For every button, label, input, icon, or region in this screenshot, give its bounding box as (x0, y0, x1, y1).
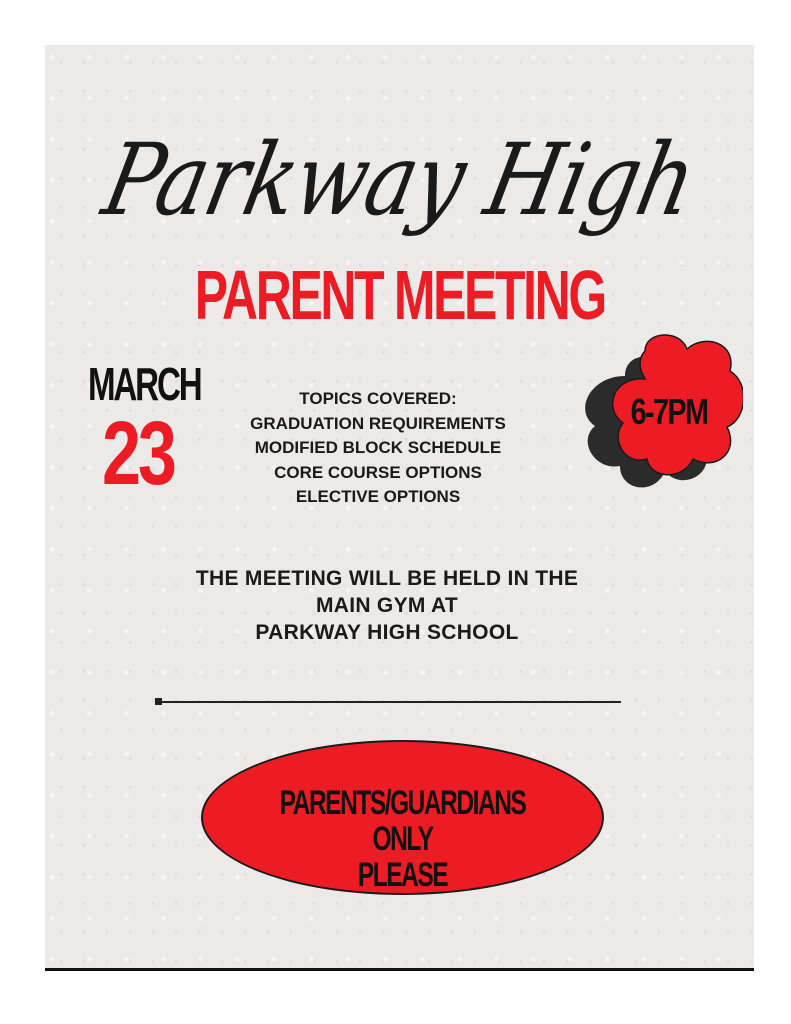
topic-item: CORE COURSE OPTIONS (274, 462, 482, 482)
school-name-script: Parkway High (94, 122, 705, 238)
topics-list (217, 387, 539, 510)
event-headline: PARENT MEETING (194, 256, 605, 334)
divider-line (159, 701, 621, 703)
location-line: PARKWAY HIGH SCHOOL (255, 621, 519, 644)
location-line: THE MEETING WILL BE HELD IN THE (195, 567, 579, 590)
bottom-rule (45, 968, 754, 971)
event-time: 6-7PM (630, 391, 708, 432)
location-text (87, 565, 687, 646)
topic-item: ELECTIVE OPTIONS (295, 487, 461, 506)
event-month: MARCH (88, 358, 201, 410)
notice-line: PARENTS/GUARDIANS ONLY (279, 784, 526, 858)
flyer-poster (45, 45, 754, 968)
location-line: MAIN GYM AT (315, 594, 459, 617)
event-day: 23 (102, 404, 174, 504)
topic-item: GRADUATION REQUIREMENTS (250, 413, 506, 433)
notice-line: PLEASE (357, 856, 448, 894)
notice-text (257, 785, 547, 893)
topic-item: MODIFIED BLOCK SCHEDULE (254, 438, 502, 457)
topics-heading: TOPICS COVERED: (299, 389, 457, 408)
